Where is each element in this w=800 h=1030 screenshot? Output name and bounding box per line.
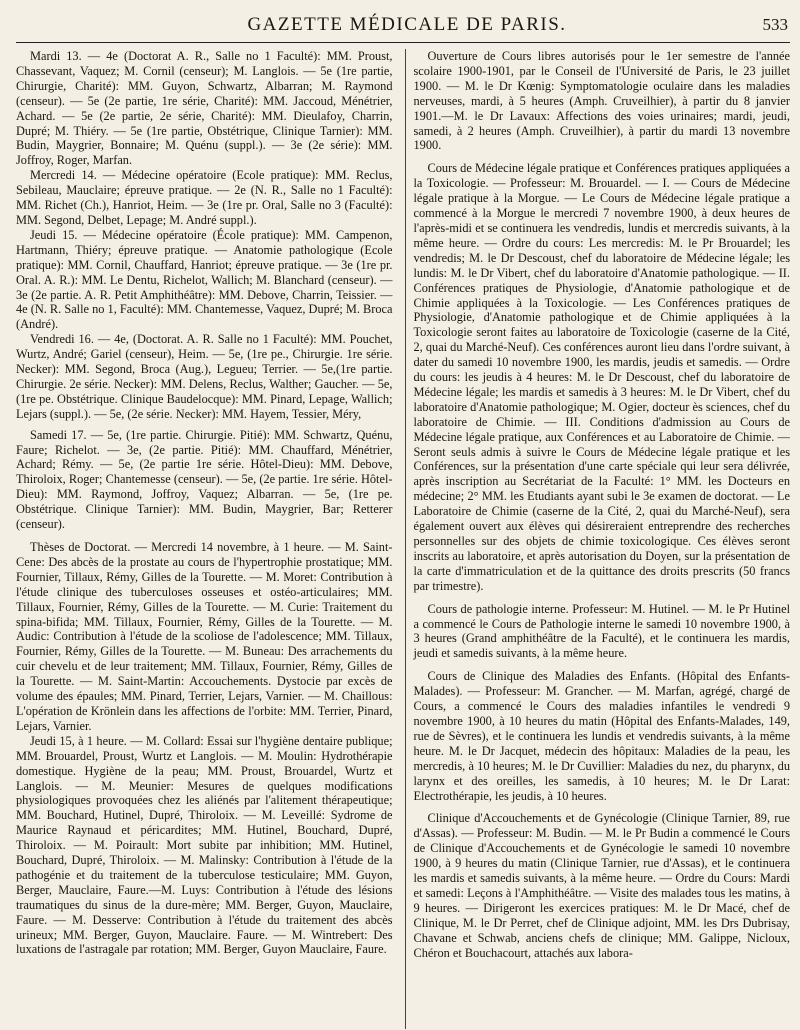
left-column: [16, 49, 399, 1029]
journal-title: GAZETTE MÉDICALE DE PARIS.: [247, 14, 567, 35]
exam-schedule-tuesday: Mardi 13. — 4e (Doctorat A. R., Salle no 1 Faculté): MM. Proust, Chassevant, Vaquez; M. Cornil (censeur); M. Langlois. — 5e (1re partie, Chirurgie, Charité): MM. Guyon, Schwartz, Albarran; M. Raymond (censeur). — 5e (2e partie, 1re série, Charité): MM. Jaccoud, Ménétrier, Achard. — 5e (2e partie, 2e série, Charité): MM. Dieulafoy, Charrin, Dupré; M. Thiéry. — 5e (1re partie, Obstétrique, Clinique Tarnier): MM. Budin, Maygrier, Bonnaire; M. Quénu (suppl.). — 3e (2e série): MM. Joffroy, Roger, Marfan.: [16, 49, 393, 168]
two-column-body: [16, 49, 790, 1029]
obstetrics-clinic-course: Clinique d'Accouchements et de Gynécologie (Clinique Tarnier, 89, rue d'Assas). — Professeur: M. Budin. — M. le Pr Budin a commencé le Cours de Clinique d'Accouchements et de Gynécologie le samedi 10 novembre 1900, à 9 heures du matin (Clinique Tarnier, rue d'Assas), et le continuera les mardis et samedis suivants, à la même heure. — Ordre du Cours: Mardi et samedi: Leçons à l'Amphithéâtre. — Visite des malades tous les matins, à 9 heures. — Dirigeront les exercices pratiques: M. le Dr Macé, chef de Clinique, M. le Dr Perret, chef de Clinique adjoint, MM. les Drs Dubrisay, Chavane et Schwab, anciens chefs de clinique; MM. Galippe, Nicloux, Chéron et Bouchacourt, attachés aux labora-: [413, 811, 791, 960]
legal-medicine-course: Cours de Médecine légale pratique et Conférences pratiques appliquées a la Toxicologie. — Professeur: M. Brouardel. — I. — Cours de Médecine légale pratique à la Morgue. — Le Cours de Médecine légale pratique a commencé à la Morgue le mercredi 7 novembre 1900, à deux heures de l'après-midi et se continuera les vendredis, lundis et mercredis suivants, à la même heure. — Ordre du cours: Les mercredis: M. le Pr Brouardel; les vendredis; M. le Dr Descoust, chef du laboratoire de Médecine légale; les lundis: M. le Dr Vibert, chef du laboratoire d'Anatomie pathologique. — II. Conférences pratiques de Physiologie, d'Anatomie pathologique et de Chimie appliquées à la Toxicologie. — Les Conférences pratiques de Physiologie, d'Anatomie pathologique et de Chimie appliquées à la Toxicologie seront faites au laboratoire de Toxicologie (caserne de la Cité, 2, quai du Marché-Neuf). Ces conférences auront lieu dans l'ordre suivant, à dater du samedi 10 novembre 1900, les mardis, jeudis et samedis. — Ordre du cours: les jeudis à 4 heures: M. le Dr Descoust, chef du laboratoire de Médecine légale; les mardis et samedis à 3 heures: M. le Dr Vibert, chef du laboratoire d'Anatomie pathologique; M. Ogier, docteur ès sciences, chef du laboratoire de Chimie. — III. Conditions d'admission au Cours de Médecine légale pratique, aux Conférences et au Laboratoire de Chimie. — Seront seuls admis à suivre le Cours de Médecine légale pratique et les Conférences, sur la présentation d'une carte spéciale qui leur sera délivrée, après inscription au Secrétariat de la Faculté: 1° MM. les Docteurs en médecine; 2° MM. les Etudiants ayant subi le 3e examen de doctorat. — Le Laboratoire de Chimie (caserne de la Cité, 2, quai du Marché-Neuf), sera également ouvert aux élèves qui désireraient entreprendre des recherches personnelles sur des objets de chimie toxicologique. Ces élèves seront inscrits au laboratoire, et après autorisation du Doyen, sur la présentation de la carte d'immatriculation et de la quittance des droits prescrits (50 francs par trimestre).: [413, 161, 791, 593]
theses-thursday: Jeudi 15, à 1 heure. — M. Collard: Essai sur l'hygiène dentaire publique; MM. Brouardel, Proust, Wurtz et Langlois. — M. Moulin: Hydrothérapie domestique. Hygiène de la peau; MM. Proust, Brouardel, Wurtz et Langlois. — M. Meunier: Mesures de quelques modifications physiologiques provoquées chez les aliénés par l'alitement thérapeutique; MM. Bouchard, Hutinel, Dupré, Thiroloix. — M. Leveillé: Sydrome de Maurice Raynaud et péricardites; MM. Hutinel, Bouchard, Dupré, Thiroloix. — M. Poirault: Mort subite par inhibition; MM. Hutinel, Bouchard, Dupré, Thiroloix. — M. Malinsky: Contribution à l'étude de la pathogénie et du traitement de la tuberculose testiculaire; MM. Guyon, Berger, Mauclaire, Faure.—M. Luys: Contribution à l'étude des lésions traumatiques du sinus de la dure-mère; MM. Berger, Guyon, Mauclaire, Faure. — M. Desserve: Contribution à l'étude du traitement des abcès urineux; MM. Berger, Guyon, Mauclaire. Faure. — M. Wintrebert: Des luxations de l'astragale par rotation; MM. Berger, Guyon Mauclaire, Faure.: [16, 733, 393, 957]
free-courses-notice: Ouverture de Cours libres autorisés pour le 1er semestre de l'année scolaire 1900-1901, par le Conseil de l'Université de Paris, le 23 juillet 1900. — M. le Dr Kœnig: Symptomatologie oculaire dans les maladies nerveuses, mardi, à 5 heures (Amph. Cruveilhier), à partir du 8 janvier 1901.—M. le Dr Lavaux: Affections des voies urinaires; mardi, jeudi, samedi, à 2 heures (Amph. Cruveilhier), à partir du mardi 13 novembre 1900.: [413, 49, 791, 153]
page-number: 533: [762, 15, 788, 34]
exam-schedule-wednesday: Mercredi 14. — Médecine opératoire (Ecole pratique): MM. Reclus, Sebileau, Mauclaire; épreuve pratique. — 2e (N. R., Salle no 1 Faculté): MM. Richet (Ch.), Hanriot, Heim. — 3e (1re pr. Oral, Salle no 3 (Faculté): MM. Segond, Delbet, Lepage; M. André suppl.).: [16, 168, 393, 227]
pediatrics-clinic-course: Cours de Clinique des Maladies des Enfants. (Hôpital des Enfants-Malades). — Professeur: M. Grancher. — M. Marfan, agrégé, chargé de Cours, a commencé le Cours des maladies infantiles le vendredi 9 novembre 1900, à 10 heures du matin (Hôpital des Enfants-Malades, 149, rue de Sèvres), et le continuera les lundis et vendredis suivants, à la même heure. M. le Dr Jacquet, médecin des hôpitaux: Maladies de la peau, les mercredis, à 10 heures; M. le Dr Cuvillier: Maladies du nez, du pharynx, du larynx et des oreilles, les samedis, à 10 heures; M. le Dr Larat: Electrothérapie, les jeudis, à 10 heures.: [413, 669, 791, 803]
exam-schedule-thursday: Jeudi 15. — Médecine opératoire (École pratique): MM. Campenon, Hartmann, Thiéry; épreuve pratique. — Anatomie pathologique (Ecole pratique): MM. Cornil, Chauffard, Hanriot; épreuve pratique. — 3e (1re pr. Oral. A. R.): MM. Le Dentu, Richelot, Wallich; M. Blanchard (censeur). — 3e (2e partie. A. R. Petit Amphithéâtre): MM. Debove, Charrin, Teissier. — 4e (N. R. Salle no 1, Faculté): MM. Chantemesse, Vaquez, Dupré; M. Broca (André).: [16, 227, 393, 332]
exam-schedule-friday: Vendredi 16. — 4e, (Doctorat. A. R. Salle no 1 Faculté): MM. Pouchet, Wurtz, André; Gariel (censeur), Heim. — 5e, (1re pe., Chirurgie. 1re série. Necker): MM. Segond, Broca (Aug.), Legueu; Terrier. — 5e,(1re partie. Chirurgie. 2e série. Necker): MM. Delens, Reclus, Walther; Gaucher. — 5e, (1re pe. Obstétrique. Clinique Baudelocque): MM. Pinard, Lepage, Wallich; Lejars (suppl.). — 5e, (2e série. Necker): MM. Hayem, Tessier, Méry,: [16, 332, 393, 421]
internal-pathology-course: Cours de pathologie interne. Professeur: M. Hutinel. — M. le Pr Hutinel a commencé le Cours de Pathologie interne le samedi 10 novembre 1900, à 3 heures (Grand amphithéâtre de la Faculté), et le continuera les mardis, jeudi et samedis suivants, à la même heure.: [413, 601, 791, 661]
right-column: [412, 49, 791, 1029]
exam-schedule-saturday: Samedi 17. — 5e, (1re partie. Chirurgie. Pitié): MM. Schwartz, Quénu, Faure; Richelot. — 3e, (2e partie. Pitié): MM. Chauffard, Ménétrier, Achard; Rémy. — 5e, (2e partie 1re série. Hôtel-Dieu): MM. Debove, Thiroloix, Roger; Chantemesse (censeur). — 5e, (2e partie. 1re série. Hôtel-Dieu): MM. Raymond, Joffroy, Vaquez; Albarran. — 5e, (1re pe. Obstétrique. Clinique Tarnier): MM. Budin, Maygrier, Bar; Retterer (censeur).: [16, 427, 393, 532]
theses-section: Thèses de Doctorat. — Mercredi 14 novembre, à 1 heure. — M. Saint-Cene: Des abcès de la prostate au cours de l'hypertrophie prostatique; MM. Fournier, Tillaux, Rémy, Gilles de la Tourette. — M. Moret: Contribution à l'étude clinique des tuberculoses osseuses et ostéo-articulaires; MM. Tillaux, Fournier, Rémy, Gilles de la Tourette. — M. Curie: Traitement du spina-bifida; MM. Tillaux, Fournier, Rémy, Gilles de la Tourette. — M. Audic: Contribution à l'étude de la scoliose de l'adolescence; MM. Tillaux, Fournier, Rémy, Gilles de la Tourette. — M. Buneau: Des arrachements du cuir chevelu et de leur traitement; MM. Tillaux, Fournier, Rémy, Gilles de la Tourette. — M. Saint-Martin: Accouchements. Dystocie par excès de volume des épaules; MM. Pinard, Terrier, Lejars, Varnier. — M. Chaillous: L'opération de Krönlein dans les affections de l'orbite: MM. Terrier, Pinard, Lejars, Varnier.: [16, 540, 393, 733]
column-rule: [405, 49, 406, 1029]
running-header: [16, 8, 790, 43]
